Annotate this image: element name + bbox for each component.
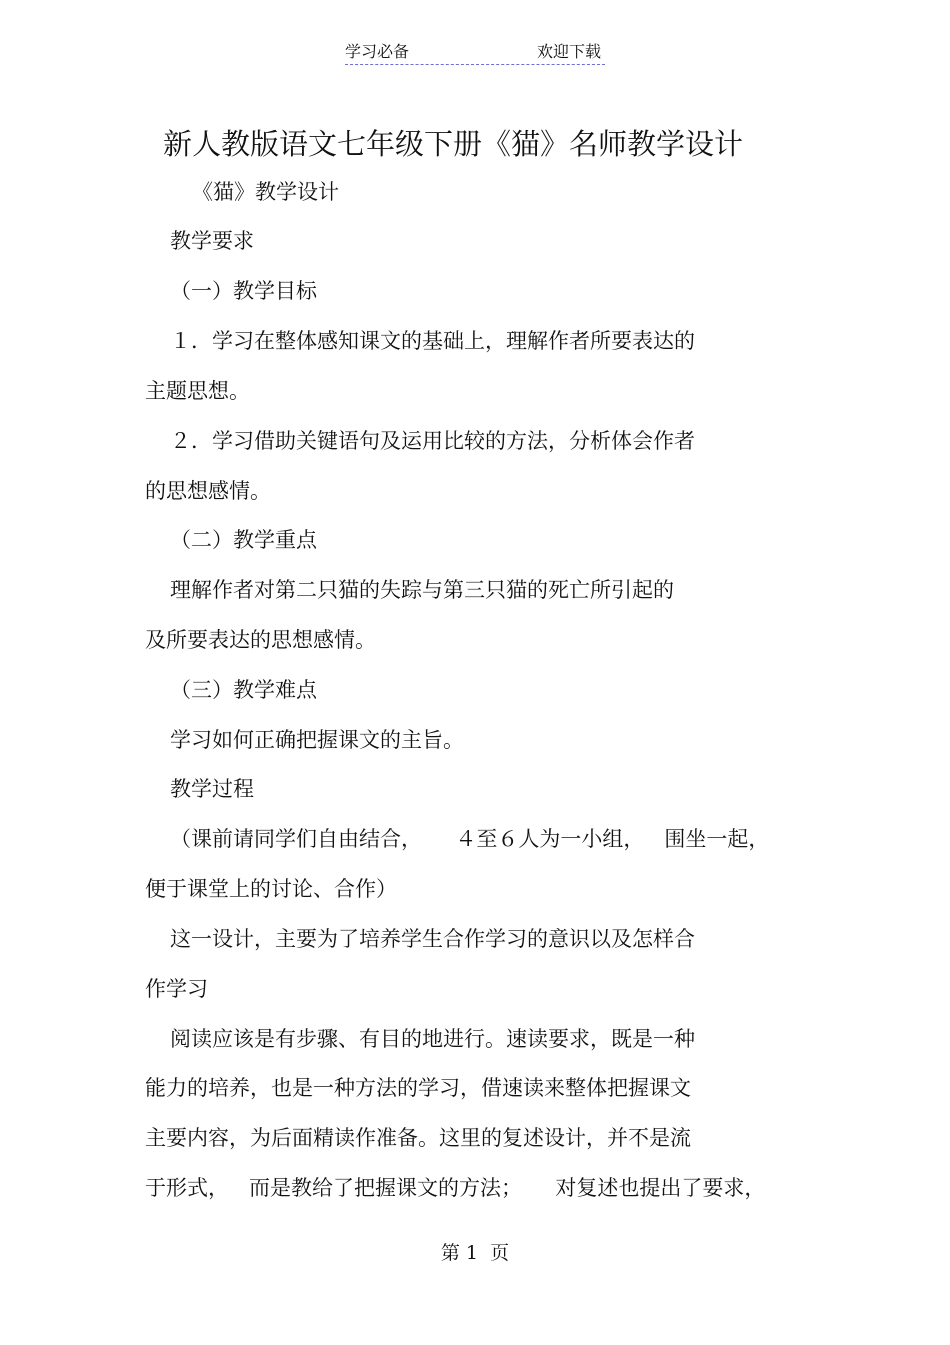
paragraph-line: １．学习在整体感知课文的基础上，理解作者所要表达的: [170, 329, 695, 353]
paragraph-line: ２．学习借助关键语句及运用比较的方法，分析体会作者: [170, 429, 695, 453]
section-heading-process: 教学过程: [170, 777, 254, 801]
subsection-heading-goals: （一）教学目标: [170, 279, 317, 303]
header-right-text: 欢迎下载: [536, 42, 601, 61]
paragraph-line: 能力的培养，也是一种方法的学习，借速读来整体把握课文: [145, 1076, 691, 1100]
paragraph-line: 这一设计，主要为了培养学生合作学习的意识以及怎样合: [170, 927, 695, 951]
paragraph-line: 主题思想。: [145, 379, 250, 403]
paragraph-line: 于形式， 而是教给了把握课文的方法； 对复述也提出了要求，: [145, 1176, 766, 1200]
subsection-heading-focus: （二）教学重点: [170, 528, 317, 552]
paragraph-line: 主要内容，为后面精读作准备。这里的复述设计，并不是流: [145, 1126, 691, 1150]
paragraph-line: 及所要表达的思想感情。: [145, 628, 376, 652]
subtitle: 《猫》教学设计: [192, 180, 339, 204]
section-heading-requirements: 教学要求: [170, 229, 254, 253]
subsection-heading-difficulty: （三）教学难点: [170, 678, 317, 702]
paragraph-line: 作学习: [145, 977, 208, 1001]
document-title: 新人教版语文七年级下册《猫》名师教学设计: [162, 127, 743, 161]
paragraph-line: 的思想感情。: [145, 479, 271, 503]
page-header: [345, 42, 605, 65]
paragraph-line: 便于课堂上的讨论、合作）: [145, 877, 397, 901]
paragraph-line: 理解作者对第二只猫的失踪与第三只猫的死亡所引起的: [170, 578, 674, 602]
page-number: 第 1 页: [440, 1242, 510, 1264]
paragraph-line: 阅读应该是有步骤、有目的地进行。速读要求，既是一种: [170, 1027, 695, 1051]
header-left-text: 学习必备: [345, 42, 410, 61]
paragraph-line: 学习如何正确把握课文的主旨。: [170, 728, 464, 752]
paragraph-line: （课前请同学们自由结合， ４至６人为一小组， 围坐一起，: [170, 827, 770, 851]
